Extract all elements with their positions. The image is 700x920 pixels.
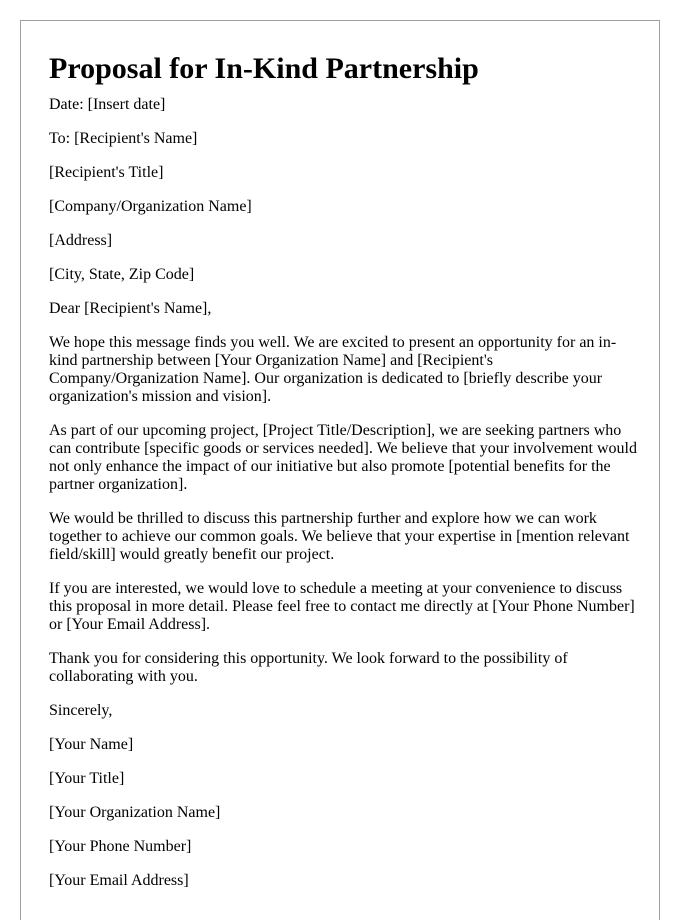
recipient-name-line: To: [Recipient's Name] xyxy=(49,130,198,147)
signature-title: [Your Title] xyxy=(49,770,125,787)
body-paragraph-contact: If you are interested, we would love to schedule a meeting at your convenience to discuss this proposal in more detail. Please feel free to contact me directly at [Your Phone Number] or [Your Email Address]. xyxy=(49,580,635,633)
body-paragraph-discussion: We would be thrilled to discuss this partnership further and explore how we can work together to achieve our common goals. We believe that your expertise in [mention relevant field/skill] would greatly benefit our project. xyxy=(49,510,630,563)
signature-email: [Your Email Address] xyxy=(49,872,189,889)
signature-phone: [Your Phone Number] xyxy=(49,838,192,855)
date-line: Date: [Insert date] xyxy=(49,96,166,113)
signature-organization: [Your Organization Name] xyxy=(49,804,221,821)
recipient-title-line: [Recipient's Title] xyxy=(49,164,164,181)
signature-name: [Your Name] xyxy=(49,736,134,753)
letter-content xyxy=(49,21,639,906)
body-paragraph-intro: We hope this message finds you well. We are excited to present an opportunity for an in-kind partnership between [Your Organization Name] and [Recipient's Company/Organization Name]. Our organization is dedicated to [briefly describe your organization's mission and vision]. xyxy=(49,334,617,405)
letter-page xyxy=(20,20,660,920)
recipient-address-line: [Address] xyxy=(49,232,113,249)
recipient-city-line: [City, State, Zip Code] xyxy=(49,266,195,283)
body-paragraph-thanks: Thank you for considering this opportunity. We look forward to the possibility of collaborating with you. xyxy=(49,650,568,685)
recipient-company-line: [Company/Organization Name] xyxy=(49,198,252,215)
document-title: Proposal for In-Kind Partnership xyxy=(49,52,479,85)
salutation: Dear [Recipient's Name], xyxy=(49,300,212,317)
closing: Sincerely, xyxy=(49,702,113,719)
body-paragraph-project: As part of our upcoming project, [Project Title/Description], we are seeking partners who can contribute [specific goods or services needed]. We believe that your involvement would not only enhance the impact of our initiative but also promote [potential benefits for the partner organization]. xyxy=(49,422,637,493)
